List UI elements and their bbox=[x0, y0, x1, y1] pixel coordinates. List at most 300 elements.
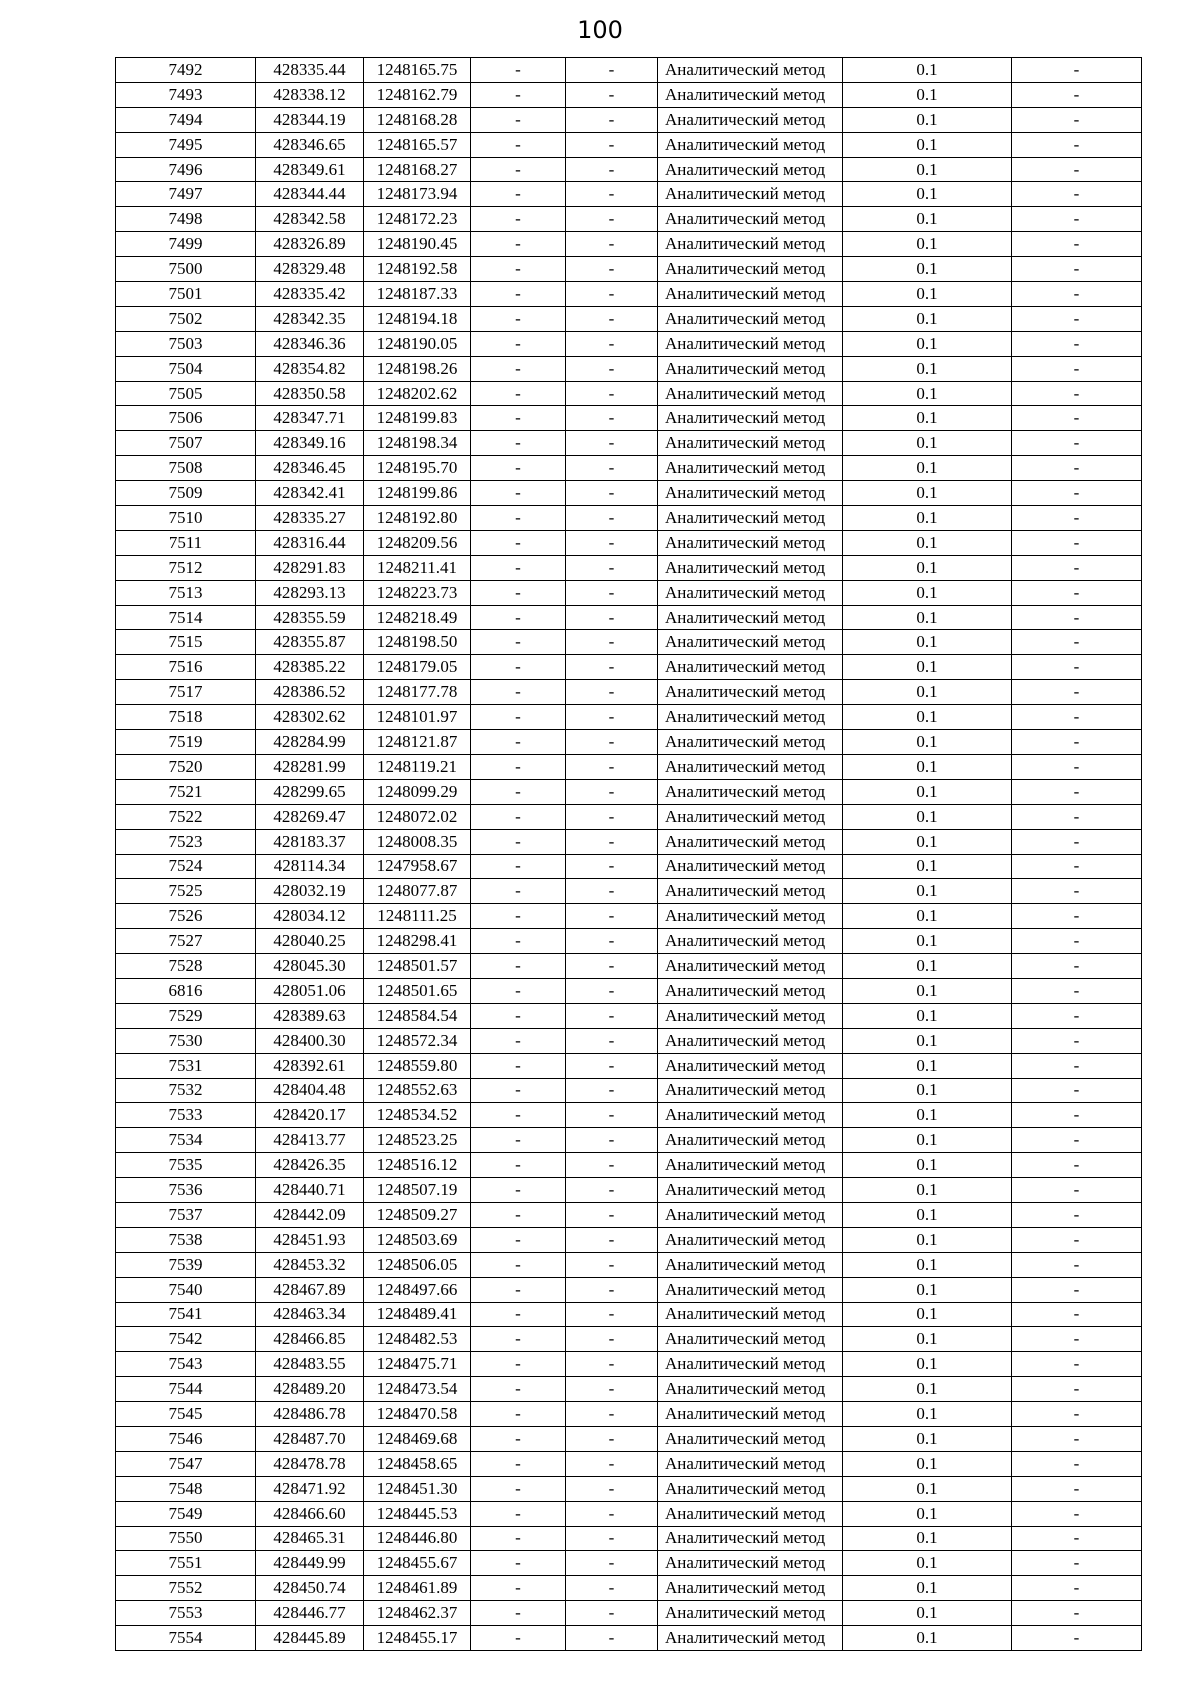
accuracy-cell: 0.1 bbox=[843, 1576, 1012, 1601]
point-number-cell: 6816 bbox=[116, 978, 256, 1003]
table-row bbox=[116, 1426, 1142, 1451]
accuracy-cell: 0.1 bbox=[843, 680, 1012, 705]
table-row bbox=[116, 605, 1142, 630]
x-coordinate-cell: 428183.37 bbox=[256, 829, 364, 854]
accuracy-cell: 0.1 bbox=[843, 1028, 1012, 1053]
dash-cell-2: - bbox=[566, 1501, 658, 1526]
method-cell: Аналитический метод bbox=[658, 829, 843, 854]
method-cell: Аналитический метод bbox=[658, 1153, 843, 1178]
dash-cell-2: - bbox=[566, 929, 658, 954]
dash-cell-3: - bbox=[1012, 1476, 1142, 1501]
accuracy-cell: 0.1 bbox=[843, 705, 1012, 730]
table-row bbox=[116, 904, 1142, 929]
x-coordinate-cell: 428350.58 bbox=[256, 381, 364, 406]
x-coordinate-cell: 428346.36 bbox=[256, 331, 364, 356]
method-cell: Аналитический метод bbox=[658, 1053, 843, 1078]
dash-cell-2: - bbox=[566, 829, 658, 854]
dash-cell-3: - bbox=[1012, 1377, 1142, 1402]
dash-cell-2: - bbox=[566, 904, 658, 929]
dash-cell-3: - bbox=[1012, 978, 1142, 1003]
dash-cell-3: - bbox=[1012, 1277, 1142, 1302]
y-coordinate-cell: 1248121.87 bbox=[364, 730, 471, 755]
method-cell: Аналитический метод bbox=[658, 381, 843, 406]
table-row bbox=[116, 829, 1142, 854]
accuracy-cell: 0.1 bbox=[843, 431, 1012, 456]
dash-cell-2: - bbox=[566, 381, 658, 406]
table-row bbox=[116, 1476, 1142, 1501]
y-coordinate-cell: 1248461.89 bbox=[364, 1576, 471, 1601]
method-cell: Аналитический метод bbox=[658, 1377, 843, 1402]
accuracy-cell: 0.1 bbox=[843, 630, 1012, 655]
table-row bbox=[116, 1178, 1142, 1203]
dash-cell-2: - bbox=[566, 182, 658, 207]
dash-cell-2: - bbox=[566, 356, 658, 381]
point-number-cell: 7538 bbox=[116, 1227, 256, 1252]
x-coordinate-cell: 428400.30 bbox=[256, 1028, 364, 1053]
dash-cell-2: - bbox=[566, 1526, 658, 1551]
table-row bbox=[116, 705, 1142, 730]
accuracy-cell: 0.1 bbox=[843, 1601, 1012, 1626]
y-coordinate-cell: 1248199.83 bbox=[364, 406, 471, 431]
dash-cell-1: - bbox=[471, 879, 566, 904]
y-coordinate-cell: 1248072.02 bbox=[364, 804, 471, 829]
dash-cell-2: - bbox=[566, 406, 658, 431]
y-coordinate-cell: 1248165.75 bbox=[364, 58, 471, 83]
accuracy-cell: 0.1 bbox=[843, 1277, 1012, 1302]
point-number-cell: 7497 bbox=[116, 182, 256, 207]
method-cell: Аналитический метод bbox=[658, 506, 843, 531]
dash-cell-1: - bbox=[471, 1227, 566, 1252]
dash-cell-1: - bbox=[471, 1526, 566, 1551]
method-cell: Аналитический метод bbox=[658, 107, 843, 132]
method-cell: Аналитический метод bbox=[658, 630, 843, 655]
accuracy-cell: 0.1 bbox=[843, 530, 1012, 555]
table-row bbox=[116, 1277, 1142, 1302]
dash-cell-3: - bbox=[1012, 754, 1142, 779]
dash-cell-2: - bbox=[566, 1601, 658, 1626]
dash-cell-3: - bbox=[1012, 107, 1142, 132]
method-cell: Аналитический метод bbox=[658, 306, 843, 331]
y-coordinate-cell: 1248475.71 bbox=[364, 1352, 471, 1377]
dash-cell-2: - bbox=[566, 954, 658, 979]
table-row bbox=[116, 506, 1142, 531]
y-coordinate-cell: 1248199.86 bbox=[364, 481, 471, 506]
method-cell: Аналитический метод bbox=[658, 331, 843, 356]
dash-cell-3: - bbox=[1012, 680, 1142, 705]
table-row bbox=[116, 1526, 1142, 1551]
method-cell: Аналитический метод bbox=[658, 1426, 843, 1451]
y-coordinate-cell: 1248501.57 bbox=[364, 954, 471, 979]
dash-cell-2: - bbox=[566, 1078, 658, 1103]
dash-cell-2: - bbox=[566, 58, 658, 83]
point-number-cell: 7499 bbox=[116, 232, 256, 257]
dash-cell-3: - bbox=[1012, 207, 1142, 232]
dash-cell-2: - bbox=[566, 580, 658, 605]
point-number-cell: 7543 bbox=[116, 1352, 256, 1377]
y-coordinate-cell: 1248455.67 bbox=[364, 1551, 471, 1576]
accuracy-cell: 0.1 bbox=[843, 730, 1012, 755]
point-number-cell: 7500 bbox=[116, 257, 256, 282]
dash-cell-2: - bbox=[566, 754, 658, 779]
y-coordinate-cell: 1248469.68 bbox=[364, 1426, 471, 1451]
x-coordinate-cell: 428335.42 bbox=[256, 282, 364, 307]
table-row bbox=[116, 481, 1142, 506]
x-coordinate-cell: 428349.61 bbox=[256, 157, 364, 182]
accuracy-cell: 0.1 bbox=[843, 107, 1012, 132]
dash-cell-3: - bbox=[1012, 904, 1142, 929]
y-coordinate-cell: 1248559.80 bbox=[364, 1053, 471, 1078]
method-cell: Аналитический метод bbox=[658, 1202, 843, 1227]
accuracy-cell: 0.1 bbox=[843, 481, 1012, 506]
method-cell: Аналитический метод bbox=[658, 1451, 843, 1476]
dash-cell-1: - bbox=[471, 381, 566, 406]
method-cell: Аналитический метод bbox=[658, 1128, 843, 1153]
y-coordinate-cell: 1248187.33 bbox=[364, 282, 471, 307]
point-number-cell: 7529 bbox=[116, 1003, 256, 1028]
table-row bbox=[116, 1451, 1142, 1476]
accuracy-cell: 0.1 bbox=[843, 1252, 1012, 1277]
dash-cell-3: - bbox=[1012, 1202, 1142, 1227]
dash-cell-2: - bbox=[566, 207, 658, 232]
dash-cell-1: - bbox=[471, 978, 566, 1003]
dash-cell-3: - bbox=[1012, 1451, 1142, 1476]
x-coordinate-cell: 428478.78 bbox=[256, 1451, 364, 1476]
accuracy-cell: 0.1 bbox=[843, 1327, 1012, 1352]
dash-cell-2: - bbox=[566, 1103, 658, 1128]
dash-cell-1: - bbox=[471, 1078, 566, 1103]
dash-cell-3: - bbox=[1012, 605, 1142, 630]
dash-cell-3: - bbox=[1012, 1252, 1142, 1277]
x-coordinate-cell: 428040.25 bbox=[256, 929, 364, 954]
dash-cell-2: - bbox=[566, 107, 658, 132]
point-number-cell: 7551 bbox=[116, 1551, 256, 1576]
method-cell: Аналитический метод bbox=[658, 854, 843, 879]
accuracy-cell: 0.1 bbox=[843, 1526, 1012, 1551]
accuracy-cell: 0.1 bbox=[843, 1451, 1012, 1476]
table-row bbox=[116, 1028, 1142, 1053]
accuracy-cell: 0.1 bbox=[843, 1227, 1012, 1252]
y-coordinate-cell: 1248192.58 bbox=[364, 257, 471, 282]
dash-cell-1: - bbox=[471, 1277, 566, 1302]
y-coordinate-cell: 1248506.05 bbox=[364, 1252, 471, 1277]
point-number-cell: 7540 bbox=[116, 1277, 256, 1302]
y-coordinate-cell: 1248195.70 bbox=[364, 456, 471, 481]
x-coordinate-cell: 428349.16 bbox=[256, 431, 364, 456]
x-coordinate-cell: 428392.61 bbox=[256, 1053, 364, 1078]
accuracy-cell: 0.1 bbox=[843, 954, 1012, 979]
x-coordinate-cell: 428445.89 bbox=[256, 1626, 364, 1651]
point-number-cell: 7494 bbox=[116, 107, 256, 132]
table-row bbox=[116, 58, 1142, 83]
method-cell: Аналитический метод bbox=[658, 680, 843, 705]
x-coordinate-cell: 428291.83 bbox=[256, 555, 364, 580]
dash-cell-3: - bbox=[1012, 1078, 1142, 1103]
point-number-cell: 7546 bbox=[116, 1426, 256, 1451]
dash-cell-3: - bbox=[1012, 1352, 1142, 1377]
point-number-cell: 7503 bbox=[116, 331, 256, 356]
x-coordinate-cell: 428114.34 bbox=[256, 854, 364, 879]
dash-cell-1: - bbox=[471, 580, 566, 605]
accuracy-cell: 0.1 bbox=[843, 331, 1012, 356]
table-row bbox=[116, 1202, 1142, 1227]
method-cell: Аналитический метод bbox=[658, 1078, 843, 1103]
table-row bbox=[116, 954, 1142, 979]
x-coordinate-cell: 428420.17 bbox=[256, 1103, 364, 1128]
dash-cell-3: - bbox=[1012, 1103, 1142, 1128]
point-number-cell: 7527 bbox=[116, 929, 256, 954]
y-coordinate-cell: 1248223.73 bbox=[364, 580, 471, 605]
dash-cell-1: - bbox=[471, 829, 566, 854]
dash-cell-1: - bbox=[471, 705, 566, 730]
y-coordinate-cell: 1248077.87 bbox=[364, 879, 471, 904]
point-number-cell: 7495 bbox=[116, 132, 256, 157]
table-row bbox=[116, 306, 1142, 331]
dash-cell-3: - bbox=[1012, 630, 1142, 655]
accuracy-cell: 0.1 bbox=[843, 904, 1012, 929]
point-number-cell: 7508 bbox=[116, 456, 256, 481]
table-row bbox=[116, 555, 1142, 580]
x-coordinate-cell: 428299.65 bbox=[256, 779, 364, 804]
point-number-cell: 7554 bbox=[116, 1626, 256, 1651]
dash-cell-3: - bbox=[1012, 132, 1142, 157]
table-row bbox=[116, 978, 1142, 1003]
x-coordinate-cell: 428344.19 bbox=[256, 107, 364, 132]
y-coordinate-cell: 1248534.52 bbox=[364, 1103, 471, 1128]
dash-cell-1: - bbox=[471, 1426, 566, 1451]
accuracy-cell: 0.1 bbox=[843, 182, 1012, 207]
y-coordinate-cell: 1248298.41 bbox=[364, 929, 471, 954]
point-number-cell: 7515 bbox=[116, 630, 256, 655]
method-cell: Аналитический метод bbox=[658, 1003, 843, 1028]
table-row bbox=[116, 1252, 1142, 1277]
accuracy-cell: 0.1 bbox=[843, 879, 1012, 904]
dash-cell-3: - bbox=[1012, 779, 1142, 804]
method-cell: Аналитический метод bbox=[658, 929, 843, 954]
dash-cell-2: - bbox=[566, 1426, 658, 1451]
dash-cell-3: - bbox=[1012, 182, 1142, 207]
y-coordinate-cell: 1248119.21 bbox=[364, 754, 471, 779]
x-coordinate-cell: 428385.22 bbox=[256, 655, 364, 680]
dash-cell-1: - bbox=[471, 282, 566, 307]
table-row bbox=[116, 680, 1142, 705]
dash-cell-3: - bbox=[1012, 655, 1142, 680]
method-cell: Аналитический метод bbox=[658, 1501, 843, 1526]
x-coordinate-cell: 428451.93 bbox=[256, 1227, 364, 1252]
dash-cell-3: - bbox=[1012, 1178, 1142, 1203]
x-coordinate-cell: 428344.44 bbox=[256, 182, 364, 207]
point-number-cell: 7520 bbox=[116, 754, 256, 779]
y-coordinate-cell: 1248218.49 bbox=[364, 605, 471, 630]
dash-cell-1: - bbox=[471, 356, 566, 381]
dash-cell-1: - bbox=[471, 1153, 566, 1178]
dash-cell-2: - bbox=[566, 779, 658, 804]
accuracy-cell: 0.1 bbox=[843, 1103, 1012, 1128]
accuracy-cell: 0.1 bbox=[843, 1551, 1012, 1576]
dash-cell-1: - bbox=[471, 306, 566, 331]
dash-cell-2: - bbox=[566, 306, 658, 331]
method-cell: Аналитический метод bbox=[658, 406, 843, 431]
dash-cell-3: - bbox=[1012, 1576, 1142, 1601]
dash-cell-2: - bbox=[566, 730, 658, 755]
point-number-cell: 7493 bbox=[116, 82, 256, 107]
dash-cell-3: - bbox=[1012, 530, 1142, 555]
dash-cell-2: - bbox=[566, 157, 658, 182]
dash-cell-1: - bbox=[471, 1451, 566, 1476]
x-coordinate-cell: 428467.89 bbox=[256, 1277, 364, 1302]
x-coordinate-cell: 428453.32 bbox=[256, 1252, 364, 1277]
dash-cell-3: - bbox=[1012, 1227, 1142, 1252]
y-coordinate-cell: 1248489.41 bbox=[364, 1302, 471, 1327]
dash-cell-3: - bbox=[1012, 1601, 1142, 1626]
dash-cell-3: - bbox=[1012, 804, 1142, 829]
point-number-cell: 7517 bbox=[116, 680, 256, 705]
dash-cell-1: - bbox=[471, 1128, 566, 1153]
dash-cell-3: - bbox=[1012, 232, 1142, 257]
table-row bbox=[116, 381, 1142, 406]
dash-cell-2: - bbox=[566, 456, 658, 481]
accuracy-cell: 0.1 bbox=[843, 58, 1012, 83]
y-coordinate-cell: 1248101.97 bbox=[364, 705, 471, 730]
dash-cell-2: - bbox=[566, 232, 658, 257]
dash-cell-2: - bbox=[566, 1153, 658, 1178]
x-coordinate-cell: 428293.13 bbox=[256, 580, 364, 605]
method-cell: Аналитический метод bbox=[658, 1103, 843, 1128]
y-coordinate-cell: 1248099.29 bbox=[364, 779, 471, 804]
dash-cell-1: - bbox=[471, 182, 566, 207]
method-cell: Аналитический метод bbox=[658, 1626, 843, 1651]
accuracy-cell: 0.1 bbox=[843, 1426, 1012, 1451]
table-row bbox=[116, 132, 1142, 157]
method-cell: Аналитический метод bbox=[658, 1601, 843, 1626]
x-coordinate-cell: 428466.85 bbox=[256, 1327, 364, 1352]
dash-cell-3: - bbox=[1012, 306, 1142, 331]
accuracy-cell: 0.1 bbox=[843, 82, 1012, 107]
y-coordinate-cell: 1248168.28 bbox=[364, 107, 471, 132]
method-cell: Аналитический метод bbox=[658, 257, 843, 282]
accuracy-cell: 0.1 bbox=[843, 207, 1012, 232]
x-coordinate-cell: 428302.62 bbox=[256, 705, 364, 730]
dash-cell-1: - bbox=[471, 406, 566, 431]
table-row bbox=[116, 1302, 1142, 1327]
point-number-cell: 7496 bbox=[116, 157, 256, 182]
dash-cell-3: - bbox=[1012, 157, 1142, 182]
x-coordinate-cell: 428450.74 bbox=[256, 1576, 364, 1601]
dash-cell-1: - bbox=[471, 1053, 566, 1078]
dash-cell-2: - bbox=[566, 1377, 658, 1402]
dash-cell-2: - bbox=[566, 481, 658, 506]
method-cell: Аналитический метод bbox=[658, 207, 843, 232]
point-number-cell: 7526 bbox=[116, 904, 256, 929]
accuracy-cell: 0.1 bbox=[843, 1501, 1012, 1526]
x-coordinate-cell: 428446.77 bbox=[256, 1601, 364, 1626]
method-cell: Аналитический метод bbox=[658, 879, 843, 904]
y-coordinate-cell: 1248445.53 bbox=[364, 1501, 471, 1526]
dash-cell-2: - bbox=[566, 1252, 658, 1277]
dash-cell-1: - bbox=[471, 331, 566, 356]
accuracy-cell: 0.1 bbox=[843, 605, 1012, 630]
dash-cell-1: - bbox=[471, 107, 566, 132]
x-coordinate-cell: 428465.31 bbox=[256, 1526, 364, 1551]
y-coordinate-cell: 1248507.19 bbox=[364, 1178, 471, 1203]
dash-cell-1: - bbox=[471, 157, 566, 182]
point-number-cell: 7528 bbox=[116, 954, 256, 979]
table-row bbox=[116, 1327, 1142, 1352]
method-cell: Аналитический метод bbox=[658, 1327, 843, 1352]
dash-cell-1: - bbox=[471, 481, 566, 506]
dash-cell-2: - bbox=[566, 705, 658, 730]
table-row bbox=[116, 754, 1142, 779]
dash-cell-2: - bbox=[566, 1028, 658, 1053]
dash-cell-1: - bbox=[471, 954, 566, 979]
dash-cell-2: - bbox=[566, 431, 658, 456]
dash-cell-3: - bbox=[1012, 1526, 1142, 1551]
dash-cell-3: - bbox=[1012, 1626, 1142, 1651]
point-number-cell: 7521 bbox=[116, 779, 256, 804]
accuracy-cell: 0.1 bbox=[843, 1377, 1012, 1402]
accuracy-cell: 0.1 bbox=[843, 580, 1012, 605]
dash-cell-3: - bbox=[1012, 879, 1142, 904]
dash-cell-2: - bbox=[566, 1227, 658, 1252]
method-cell: Аналитический метод bbox=[658, 1227, 843, 1252]
dash-cell-1: - bbox=[471, 207, 566, 232]
dash-cell-1: - bbox=[471, 730, 566, 755]
dash-cell-2: - bbox=[566, 1352, 658, 1377]
y-coordinate-cell: 1248162.79 bbox=[364, 82, 471, 107]
y-coordinate-cell: 1248458.65 bbox=[364, 1451, 471, 1476]
method-cell: Аналитический метод bbox=[658, 1576, 843, 1601]
x-coordinate-cell: 428284.99 bbox=[256, 730, 364, 755]
y-coordinate-cell: 1248509.27 bbox=[364, 1202, 471, 1227]
accuracy-cell: 0.1 bbox=[843, 381, 1012, 406]
x-coordinate-cell: 428342.35 bbox=[256, 306, 364, 331]
x-coordinate-cell: 428483.55 bbox=[256, 1352, 364, 1377]
point-number-cell: 7541 bbox=[116, 1302, 256, 1327]
dash-cell-1: - bbox=[471, 605, 566, 630]
table-row bbox=[116, 730, 1142, 755]
accuracy-cell: 0.1 bbox=[843, 157, 1012, 182]
dash-cell-1: - bbox=[471, 1501, 566, 1526]
table-row bbox=[116, 406, 1142, 431]
point-number-cell: 7524 bbox=[116, 854, 256, 879]
accuracy-cell: 0.1 bbox=[843, 306, 1012, 331]
dash-cell-1: - bbox=[471, 431, 566, 456]
point-number-cell: 7504 bbox=[116, 356, 256, 381]
x-coordinate-cell: 428281.99 bbox=[256, 754, 364, 779]
point-number-cell: 7542 bbox=[116, 1327, 256, 1352]
table-row bbox=[116, 1103, 1142, 1128]
dash-cell-2: - bbox=[566, 282, 658, 307]
point-number-cell: 7539 bbox=[116, 1252, 256, 1277]
table-row bbox=[116, 779, 1142, 804]
table-row bbox=[116, 331, 1142, 356]
x-coordinate-cell: 428486.78 bbox=[256, 1402, 364, 1427]
table-row bbox=[116, 630, 1142, 655]
table-row bbox=[116, 1003, 1142, 1028]
y-coordinate-cell: 1247958.67 bbox=[364, 854, 471, 879]
y-coordinate-cell: 1248177.78 bbox=[364, 680, 471, 705]
x-coordinate-cell: 428355.87 bbox=[256, 630, 364, 655]
method-cell: Аналитический метод bbox=[658, 1302, 843, 1327]
point-number-cell: 7531 bbox=[116, 1053, 256, 1078]
dash-cell-1: - bbox=[471, 257, 566, 282]
dash-cell-3: - bbox=[1012, 1028, 1142, 1053]
method-cell: Аналитический метод bbox=[658, 605, 843, 630]
accuracy-cell: 0.1 bbox=[843, 804, 1012, 829]
accuracy-cell: 0.1 bbox=[843, 1626, 1012, 1651]
dash-cell-2: - bbox=[566, 1178, 658, 1203]
dash-cell-2: - bbox=[566, 630, 658, 655]
dash-cell-3: - bbox=[1012, 730, 1142, 755]
